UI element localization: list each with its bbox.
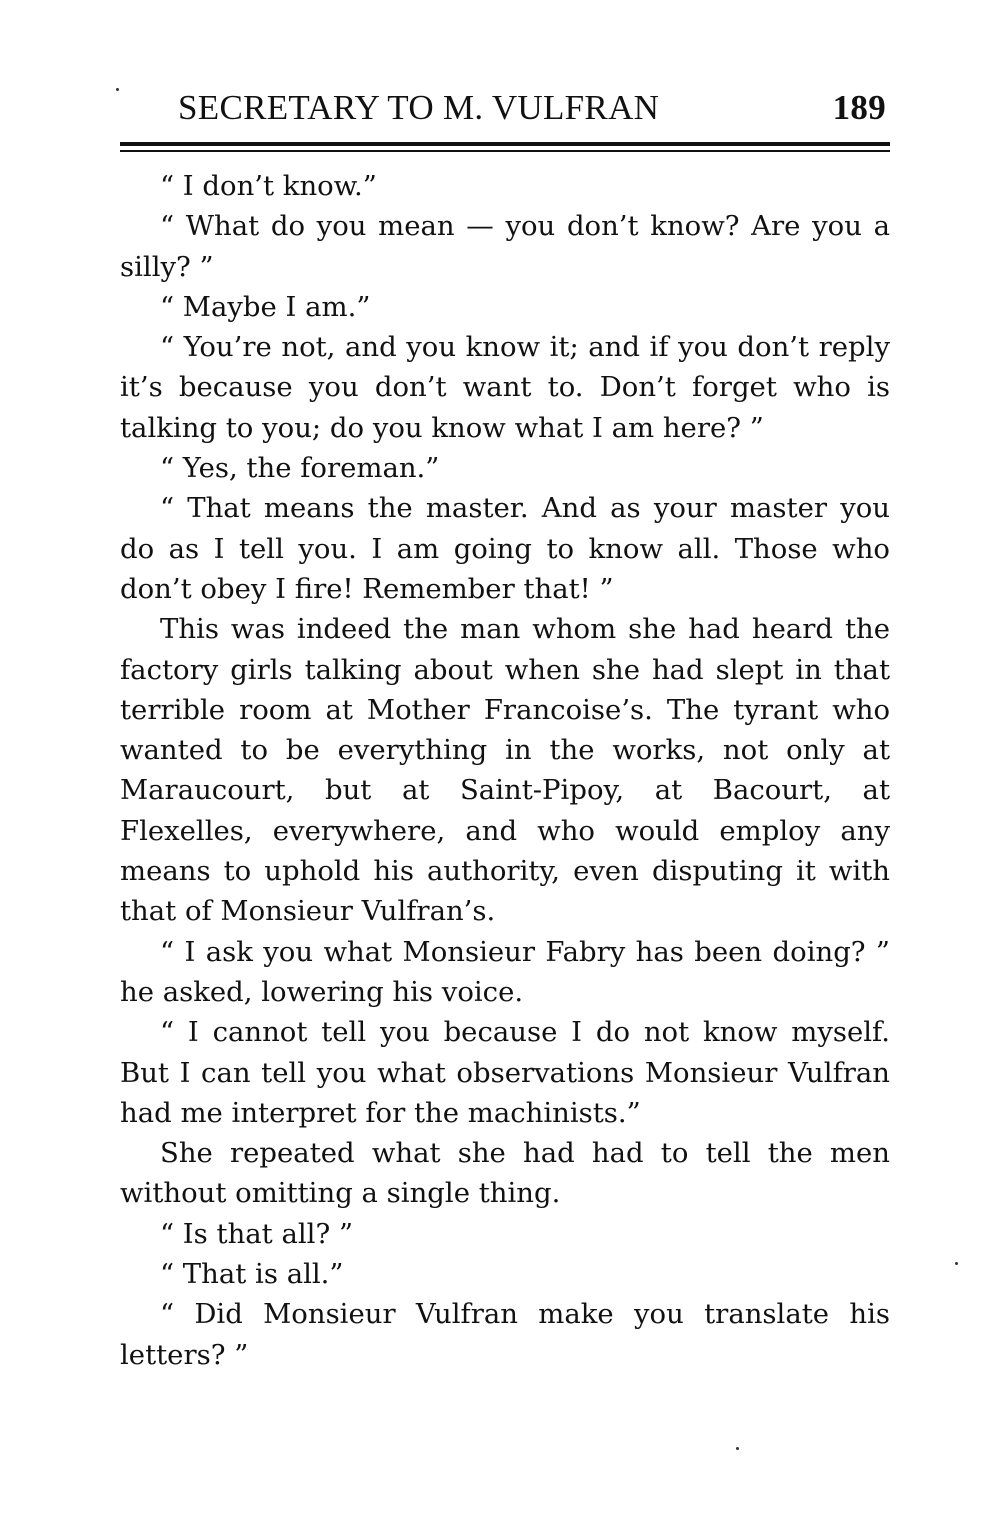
body-text [120, 166, 890, 1375]
scan-speck [116, 88, 119, 91]
paragraph: “ I cannot tell you because I do not know myself. But I can tell you what observations Monsieur Vulfran had me interpret for the machinists.” [120, 1016, 890, 1129]
running-head-title: SECRETARY TO M. VULFRAN [178, 88, 660, 127]
paragraph: She repeated what she had had to tell the men without omitting a single thing. [120, 1137, 890, 1210]
scan-speck [955, 1262, 958, 1265]
paragraph: “ That is all.” [160, 1258, 344, 1291]
book-page [120, 80, 890, 1480]
running-head [120, 80, 890, 136]
paragraph: “ Maybe I am.” [160, 290, 371, 323]
paragraph: “ Yes, the foreman.” [160, 452, 440, 485]
paragraph: “ What do you mean — you don’t know? Are you a silly? ” [120, 210, 890, 283]
paragraph: “ That means the master. And as your master you do as I tell you. I am going to know all. Those who don’t obey I fire! Remember that! ” [120, 492, 890, 605]
page-number: 189 [832, 88, 886, 127]
paragraph: “ Is that all? ” [160, 1217, 353, 1250]
paragraph: “ I ask you what Monsieur Fabry has been doing? ” he asked, lowering his voice. [120, 935, 890, 1008]
header-double-rule [120, 142, 890, 152]
paragraph: “ You’re not, and you know it; and if you don’t reply it’s because you don’t want to. Don’t forget who is talking to you; do you know what I am here? ” [120, 331, 890, 444]
paragraph: This was indeed the man whom she had heard the factory girls talking about when she had slept in that terrible room at Mother Francoise’s. The tyrant who wanted to be everything in the works, not only at Maraucourt, but at Saint-Pipoy, at Bacourt, at Flexelles, everywhere, and who would employ any means to uphold his authority, even disputing it with that of Monsieur Vulfran’s. [120, 613, 890, 928]
paragraph: “ I don’t know.” [160, 170, 377, 202]
paragraph: “ Did Monsieur Vulfran make you translate his letters? ” [120, 1298, 890, 1371]
